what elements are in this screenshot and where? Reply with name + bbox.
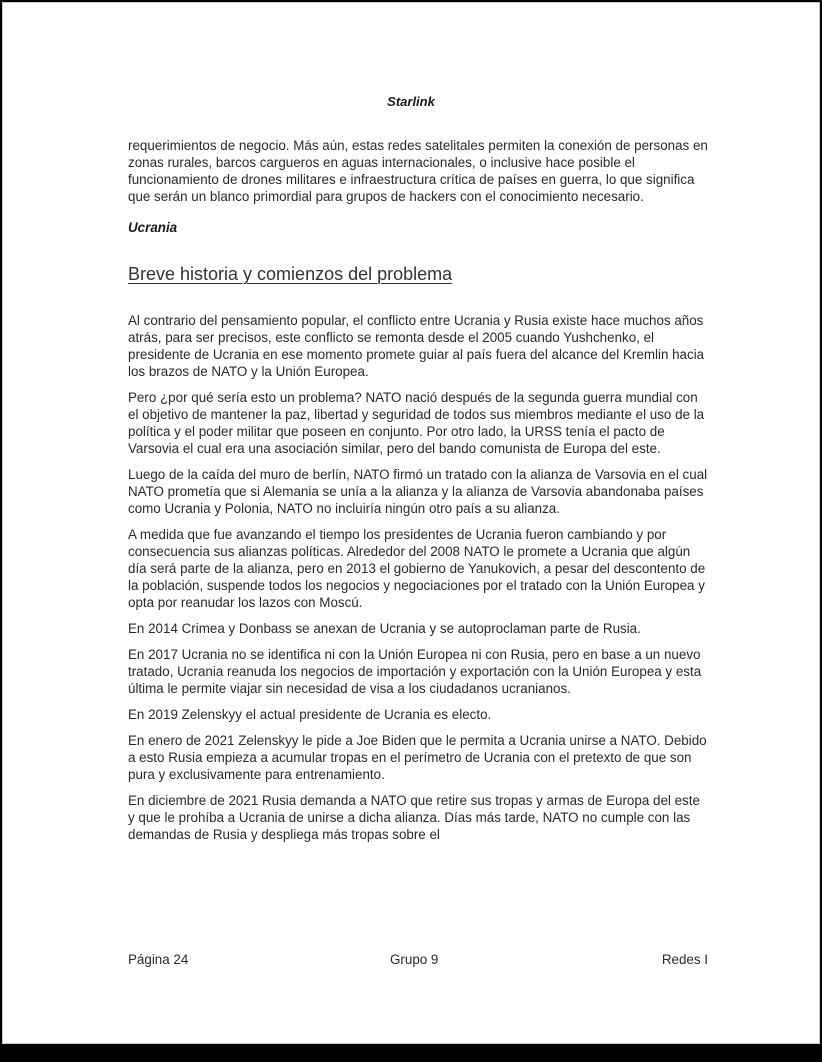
section-title: Breve historia y comienzos del problema	[128, 264, 453, 284]
body-paragraph: A medida que fue avanzando el tiempo los presidentes de Ucrania fueron cambiando y por consecuencia sus alianzas políticas. Alrededor del 2008 NATO le promete a Ucrania que algún día será parte de la alianza, pero en 2013 el gobierno de Yanukovich, a pesar del descontento de la población, suspende todos los negocios y negociaciones por el tratado con la Unión Europea y opta por reanudar los lazos con Moscú.	[128, 527, 706, 610]
document-page	[2, 2, 820, 1044]
body-paragraph: En enero de 2021 Zelenskyy le pide a Joe Biden que le permita a Ucrania unirse a NATO. Debido a esto Rusia empieza a acumular tropas en el perímetro de Ucrania con el pretexto de que son pura y exclusivamente para entrenamiento.	[128, 733, 707, 782]
body-paragraph: Al contrario del pensamiento popular, el conflicto entre Ucrania y Rusia existe hace muchos años atrás, para ser precisos, este conflicto se remonta desde el 2005 cuando Yushchenko, el presidente de Ucrania en ese momento promete guiar al país fuera del alcance del Kremlin hacia los brazos de NATO y la Unión Europea.	[128, 313, 705, 379]
body-paragraph: Pero ¿por qué sería esto un problema? NATO nació después de la segunda guerra mundial con el objetivo de mantener la paz, libertad y seguridad de todos sus miembros mediante el uso de la política y el poder militar que poseen en conjunto. Por otro lado, la URSS tenía el pacto de Varsovia el cual era una asociación similar, pero del bando comunista de Europa del este.	[128, 390, 705, 456]
intro-paragraph: requerimientos de negocio. Más aún, estas redes satelitales permiten la conexión de personas en zonas rurales, barcos cargueros en aguas internacionales, o inclusive hace posible el funcionamiento de drones militares e infraestructura crítica de países en guerra, lo que significa que serán un blanco primordial para grupos de hackers con el conocimiento necesario.	[128, 138, 708, 204]
footer-course: Redes I	[661, 952, 708, 967]
body-paragraph: En diciembre de 2021 Rusia demanda a NATO que retire sus tropas y armas de Europa del este y que le prohíba a Ucrania de unirse a dicha alianza. Días más tarde, NATO no cumple con las demandas de Rusia y despliega más tropas sobre el	[128, 793, 700, 842]
footer-page-number: Página 24	[128, 952, 189, 967]
section-label: Ucrania	[128, 220, 178, 235]
page-header: Starlink	[387, 94, 435, 109]
body-paragraph: En 2017 Ucrania no se identifica ni con la Unión Europea ni con Rusia, pero en base a un nuevo tratado, Ucrania reanuda los negocios de importación y exportación con la Unión Europea y esta última le permite viajar sin necesidad de visa a los ciudadanos ucranianos.	[128, 647, 702, 696]
body-paragraph: En 2019 Zelenskyy el actual presidente de Ucrania es electo.	[128, 707, 492, 722]
page-footer	[128, 952, 708, 967]
body-paragraph: Luego de la caída del muro de berlín, NATO firmó un tratado con la alianza de Varsovia en el cual NATO prometía que si Alemania se unía a la alianza y la alianza de Varsovia abandonaba países como Ucrania y Polonia, NATO no incluiría ningún otro país a su alianza.	[128, 467, 708, 516]
footer-group: Grupo 9	[390, 952, 439, 967]
page-body	[128, 137, 708, 852]
body-paragraph: En 2014 Crimea y Donbass se anexan de Ucrania y se autoproclaman parte de Rusia.	[128, 621, 641, 636]
